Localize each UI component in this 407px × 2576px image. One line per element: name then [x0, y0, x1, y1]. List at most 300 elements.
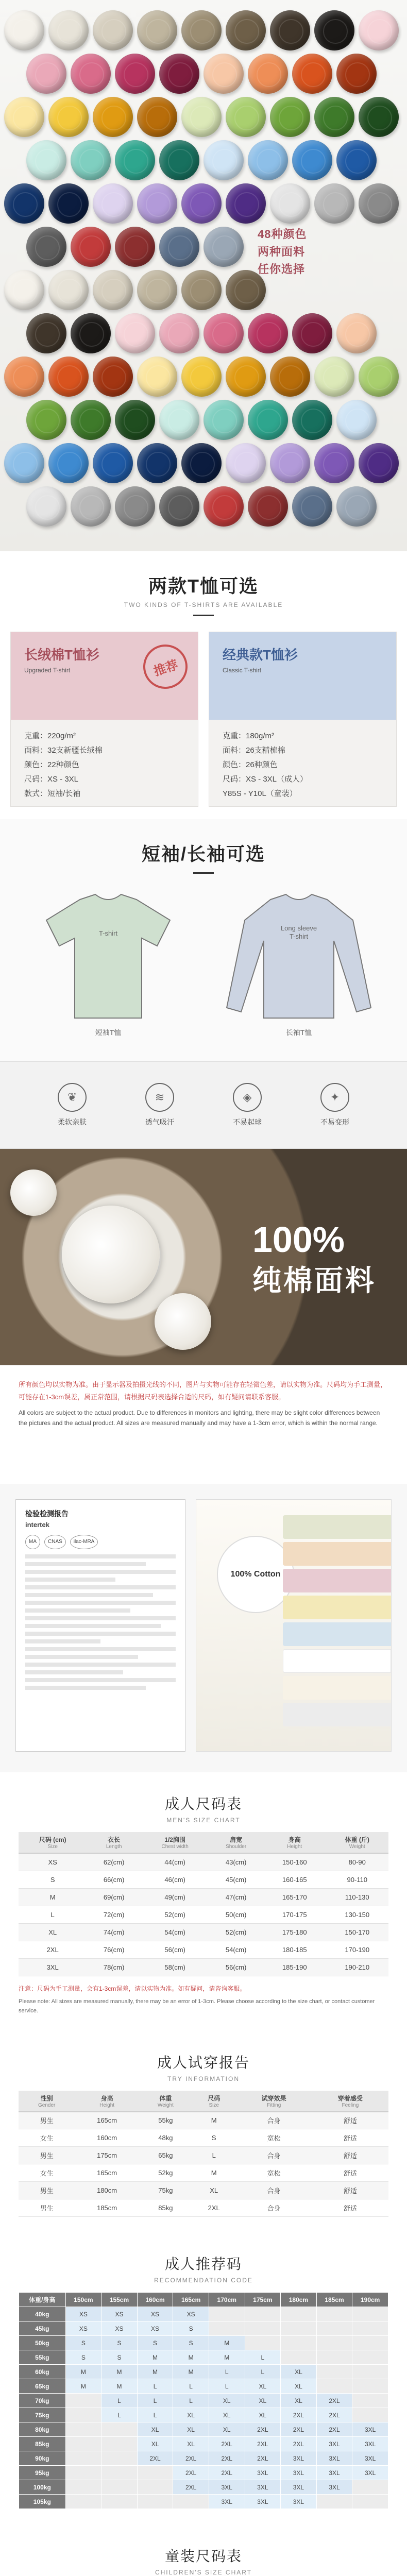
table-cell: 40kg	[19, 2307, 66, 2321]
color-swatch	[71, 54, 111, 94]
color-swatch	[359, 10, 399, 50]
section-title: 成人推荐码	[164, 2256, 242, 2272]
table-cell: L	[101, 2394, 138, 2408]
color-swatch	[248, 140, 288, 180]
section-title: 短袖/长袖可选	[141, 843, 265, 865]
table-cell	[352, 2321, 388, 2336]
table-cell: 54(cm)	[141, 1923, 209, 1941]
color-swatch	[270, 97, 310, 137]
color-swatch-hero	[0, 0, 407, 551]
table-cell: M	[192, 2112, 236, 2129]
color-swatch	[71, 400, 111, 440]
spec-item: 尺码：XS - 3XL（成人）	[223, 775, 308, 784]
table-row	[19, 2365, 388, 2379]
color-swatch	[226, 183, 266, 224]
color-swatch	[359, 183, 399, 224]
table-cell: 49(cm)	[141, 1888, 209, 1906]
table-cell: 76(cm)	[87, 1941, 141, 1958]
table-cell: 62(cm)	[87, 1853, 141, 1871]
short-sleeve-option[interactable]	[23, 889, 193, 1038]
report-brand: intertek	[25, 1521, 49, 1529]
table-cell: 165-170	[263, 1888, 326, 1906]
table-cell: XS	[65, 2321, 101, 2336]
table-cell	[281, 2307, 317, 2321]
color-swatch	[159, 400, 199, 440]
style-name-en: Upgraded T-shirt	[24, 667, 71, 674]
table-row	[19, 2182, 388, 2199]
column-header: 试穿效果 Fitting	[236, 2091, 312, 2112]
color-swatch	[292, 313, 332, 353]
table-cell: 54(cm)	[209, 1941, 263, 1958]
style-specs	[11, 720, 198, 810]
table-cell: L	[245, 2365, 281, 2379]
table-cell	[137, 2466, 173, 2480]
color-swatch	[159, 227, 199, 267]
shirt-label-1: Long sleeve	[280, 924, 317, 932]
table-cell: 合身	[236, 2182, 312, 2199]
color-swatch	[226, 10, 266, 50]
spec-item: 颜色：22种颜色	[24, 760, 79, 769]
table-row	[19, 1906, 388, 1923]
table-cell: 2XL	[281, 2422, 317, 2437]
table-cell: 3XL	[352, 2466, 388, 2480]
long-sleeve-option[interactable]	[214, 889, 384, 1038]
table-row	[19, 2422, 388, 2437]
color-swatch	[71, 486, 111, 527]
column-header: 穿着感受 Feeling	[312, 2091, 388, 2112]
table-cell: 2XL	[281, 2408, 317, 2422]
color-swatch	[181, 97, 222, 137]
table-cell: 80-90	[326, 1853, 388, 1871]
kids-size-chart	[0, 2524, 407, 2576]
color-swatch	[314, 443, 354, 483]
color-swatch	[292, 486, 332, 527]
table-row	[19, 2129, 388, 2147]
color-swatch	[159, 313, 199, 353]
cotton-boll-image	[62, 1206, 160, 1303]
table-cell: M	[173, 2365, 209, 2379]
table-cell: M	[65, 2365, 101, 2379]
table-cell: XS	[173, 2307, 209, 2321]
color-swatch	[93, 183, 133, 224]
table-cell	[65, 2394, 101, 2408]
table-cell: 3XL	[316, 2466, 352, 2480]
table-cell: 3XL	[316, 2480, 352, 2495]
color-swatch	[248, 486, 288, 527]
table-cell: 2XL	[192, 2199, 236, 2217]
table-cell	[65, 2408, 101, 2422]
cotton-boll-image	[155, 1293, 211, 1350]
table-cell: 宽松	[236, 2164, 312, 2182]
table-cell: 110-130	[326, 1888, 388, 1906]
cotton-percent: 100%	[252, 1219, 345, 1260]
table-row	[19, 2307, 388, 2321]
table-cell: S	[65, 2350, 101, 2365]
table-cell	[352, 2350, 388, 2365]
table-cell: 48kg	[139, 2129, 192, 2147]
table-cell	[209, 2307, 245, 2321]
table-cell: 3XL	[19, 1958, 87, 1976]
size-note-en: Please note: All sizes are measured manually, there may be an error of 1-3cm. Please choose according to the size chart, or contact customer service.	[19, 1998, 375, 2014]
table-cell: 3XL	[281, 2466, 317, 2480]
table-cell: 69(cm)	[87, 1888, 141, 1906]
table-cell: 175cm	[75, 2147, 139, 2164]
table-cell: 100kg	[19, 2480, 66, 2495]
column-header: 身高 Height	[263, 1832, 326, 1853]
table-cell: 180-185	[263, 1941, 326, 1958]
color-swatch	[292, 140, 332, 180]
color-swatch	[26, 486, 66, 527]
table-cell: XS	[65, 2307, 101, 2321]
column-header: 160cm	[137, 2293, 173, 2307]
column-header: 165cm	[173, 2293, 209, 2307]
column-header: 155cm	[101, 2293, 138, 2307]
table-cell: 3XL	[245, 2480, 281, 2495]
table-cell	[316, 2336, 352, 2350]
spec-item: 面料：26支精梳棉	[223, 746, 285, 755]
table-cell: 165cm	[75, 2112, 139, 2129]
table-cell: 3XL	[281, 2480, 317, 2495]
color-swatch	[4, 270, 44, 310]
table-cell: XL	[281, 2365, 317, 2379]
table-cell: 72(cm)	[87, 1906, 141, 1923]
table-cell: 58(cm)	[141, 1958, 209, 1976]
column-header: 150cm	[65, 2293, 101, 2307]
table-row	[19, 2466, 388, 2480]
color-swatch	[336, 140, 377, 180]
color-swatch	[115, 140, 155, 180]
column-header: 180cm	[281, 2293, 317, 2307]
table-cell: 舒适	[312, 2147, 388, 2164]
color-swatch	[137, 357, 177, 397]
table-cell: 2XL	[245, 2437, 281, 2451]
color-swatch	[336, 400, 377, 440]
table-row	[19, 1941, 388, 1958]
table-cell: M	[101, 2379, 138, 2394]
color-notice	[0, 1365, 407, 1484]
feature-icons	[0, 1061, 407, 1149]
table-cell: 3XL	[245, 2466, 281, 2480]
color-swatch	[226, 443, 266, 483]
table-cell: S	[173, 2321, 209, 2336]
column-header: 190cm	[352, 2293, 388, 2307]
column-header: 性别 Gender	[19, 2091, 75, 2112]
spec-item: 克重：180g/m²	[223, 732, 275, 740]
table-cell: L	[209, 2365, 245, 2379]
table-cell: 70kg	[19, 2394, 66, 2408]
table-cell: 90kg	[19, 2451, 66, 2466]
table-cell: 男生	[19, 2147, 75, 2164]
shirt-caption: 长袖T恤	[285, 1028, 312, 1037]
color-swatch	[204, 486, 244, 527]
shield-icon: ◈	[233, 1083, 262, 1112]
notice-en: All colors are subject to the actual product. Due to differences in monitors and lighting, there may be slight color differences between the pictures and the actual product. All sizes are measured manually and may have a 1-3cm error, which is within the normal range.	[19, 1409, 380, 1427]
long-sleeve-shirt-icon	[216, 889, 381, 1023]
test-report-document	[15, 1499, 185, 1752]
table-cell: 2XL	[316, 2408, 352, 2422]
color-swatch	[204, 313, 244, 353]
table-cell: M	[137, 2365, 173, 2379]
try-table	[19, 2091, 388, 2217]
table-cell: XL	[173, 2437, 209, 2451]
table-cell: 46(cm)	[141, 1871, 209, 1888]
column-header: 肩宽 Shoulder	[209, 1832, 263, 1853]
table-cell: 75kg	[139, 2182, 192, 2199]
table-cell: 170-175	[263, 1906, 326, 1923]
table-cell: XL	[192, 2182, 236, 2199]
color-swatch	[26, 227, 66, 267]
color-swatch	[336, 313, 377, 353]
feature-breathable: ≋ 透气吸汗	[131, 1083, 188, 1127]
cotton-boll-image	[10, 1170, 57, 1216]
table-cell: 2XL	[209, 2466, 245, 2480]
column-header: 体重/身高	[19, 2293, 66, 2307]
color-swatch	[115, 313, 155, 353]
color-swatch	[204, 140, 244, 180]
section-title: 童装尺码表	[164, 2548, 242, 2564]
table-cell: 150-170	[326, 1923, 388, 1941]
recommend-chart	[0, 2232, 407, 2524]
table-cell	[137, 2480, 173, 2495]
color-swatch	[93, 443, 133, 483]
color-swatch	[270, 183, 310, 224]
color-swatch	[159, 486, 199, 527]
table-row	[19, 2199, 388, 2217]
table-cell: L	[209, 2379, 245, 2394]
color-swatch	[314, 97, 354, 137]
table-cell: XL	[137, 2437, 173, 2451]
color-swatch	[115, 486, 155, 527]
table-cell: XL	[245, 2394, 281, 2408]
table-cell: M	[137, 2350, 173, 2365]
table-cell: 宽松	[236, 2129, 312, 2147]
color-swatch	[314, 183, 354, 224]
table-cell: 60kg	[19, 2365, 66, 2379]
color-swatch	[48, 443, 89, 483]
style-card-upgraded[interactable]	[10, 632, 198, 807]
color-swatch	[71, 140, 111, 180]
hero-line: 48种颜色	[258, 228, 307, 241]
table-cell: 130-150	[326, 1906, 388, 1923]
table-cell: M	[192, 2164, 236, 2182]
table-cell: 3XL	[209, 2480, 245, 2495]
table-cell: S	[101, 2336, 138, 2350]
cert-logo: MA	[25, 1535, 40, 1549]
table-cell: 160cm	[75, 2129, 139, 2147]
table-row	[19, 2379, 388, 2394]
table-cell: 74(cm)	[87, 1923, 141, 1941]
table-cell: 44(cm)	[141, 1853, 209, 1871]
table-cell	[101, 2451, 138, 2466]
table-cell: S	[173, 2336, 209, 2350]
table-cell	[281, 2336, 317, 2350]
spec-item: 款式：短袖/长袖	[24, 789, 81, 798]
table-cell	[316, 2307, 352, 2321]
table-cell	[316, 2379, 352, 2394]
section-title: 成人试穿报告	[157, 2054, 250, 2071]
table-cell: 185cm	[75, 2199, 139, 2217]
table-cell: 150-160	[263, 1853, 326, 1871]
table-cell: 2XL	[245, 2422, 281, 2437]
color-swatch	[314, 357, 354, 397]
color-swatch	[26, 54, 66, 94]
color-swatch	[137, 10, 177, 50]
table-cell	[101, 2466, 138, 2480]
color-swatch	[4, 357, 44, 397]
color-swatch	[93, 97, 133, 137]
table-cell: 3XL	[316, 2437, 352, 2451]
table-cell: 舒适	[312, 2164, 388, 2182]
table-cell	[352, 2495, 388, 2509]
hero-line: 任你选择	[258, 263, 306, 276]
color-swatch	[226, 357, 266, 397]
color-swatch	[4, 97, 44, 137]
cotton-title: 纯棉面料	[252, 1264, 376, 1297]
color-swatch	[292, 54, 332, 94]
table-cell: L	[137, 2408, 173, 2422]
table-cell: 2XL	[316, 2422, 352, 2437]
table-cell: XL	[173, 2422, 209, 2437]
table-cell: 舒适	[312, 2182, 388, 2199]
color-swatch	[48, 10, 89, 50]
table-cell: 2XL	[245, 2451, 281, 2466]
table-cell: 3XL	[352, 2451, 388, 2466]
table-cell: 160-165	[263, 1871, 326, 1888]
table-cell: S	[65, 2336, 101, 2350]
table-cell	[352, 2480, 388, 2495]
color-swatch	[159, 54, 199, 94]
shirt-icon: ✦	[320, 1083, 349, 1112]
color-swatch	[226, 97, 266, 137]
wind-icon: ≋	[145, 1083, 174, 1112]
table-cell: 170-190	[326, 1941, 388, 1958]
cotton-badge: 100% Cotton	[217, 1536, 294, 1613]
color-swatch	[226, 270, 266, 310]
hero-line: 两种面料	[258, 245, 306, 258]
table-row	[19, 2336, 388, 2350]
table-cell: 90-110	[326, 1871, 388, 1888]
table-cell: 合身	[236, 2147, 312, 2164]
table-row	[19, 1888, 388, 1906]
adult-try-report	[0, 2031, 407, 2233]
section-subtitle: CHILDREN'S SIZE CHART	[155, 2569, 252, 2576]
table-cell: 合身	[236, 2199, 312, 2217]
column-header: 175cm	[245, 2293, 281, 2307]
color-swatch	[48, 357, 89, 397]
table-cell: 3XL	[281, 2451, 317, 2466]
table-cell	[245, 2307, 281, 2321]
table-cell: 3XL	[245, 2495, 281, 2509]
table-cell: 47(cm)	[209, 1888, 263, 1906]
table-cell: 女生	[19, 2164, 75, 2182]
table-cell	[65, 2422, 101, 2437]
table-cell: XL	[137, 2422, 173, 2437]
table-cell: 2XL	[209, 2451, 245, 2466]
color-swatch	[137, 443, 177, 483]
color-swatch	[292, 400, 332, 440]
table-row	[19, 2394, 388, 2408]
color-swatch	[159, 140, 199, 180]
table-cell	[352, 2379, 388, 2394]
table-cell	[101, 2422, 138, 2437]
table-cell: 3XL	[316, 2451, 352, 2466]
table-cell: M	[209, 2336, 245, 2350]
table-cell: S	[192, 2129, 236, 2147]
color-swatch	[181, 10, 222, 50]
table-cell: 56(cm)	[141, 1941, 209, 1958]
table-cell	[245, 2336, 281, 2350]
table-cell: 78(cm)	[87, 1958, 141, 1976]
table-cell: 43(cm)	[209, 1853, 263, 1871]
style-specs	[209, 720, 396, 810]
short-sleeve-shirt-icon	[31, 889, 185, 1023]
table-cell: XS	[101, 2321, 138, 2336]
table-cell: 190-210	[326, 1958, 388, 1976]
color-swatch	[336, 54, 377, 94]
table-cell: 95kg	[19, 2466, 66, 2480]
table-cell: L	[137, 2379, 173, 2394]
table-cell: XL	[209, 2394, 245, 2408]
table-cell: XS	[137, 2307, 173, 2321]
section-subtitle: TWO KINDS OF T-SHIRTS ARE AVAILABLE	[124, 601, 283, 608]
table-row	[19, 2112, 388, 2129]
table-cell: 105kg	[19, 2495, 66, 2509]
table-cell: L	[137, 2394, 173, 2408]
table-cell: 2XL	[19, 1941, 87, 1958]
color-swatch	[115, 400, 155, 440]
table-cell: 2XL	[137, 2451, 173, 2466]
shirt-caption: 短袖T恤	[95, 1028, 122, 1037]
color-swatch	[359, 97, 399, 137]
column-header: 尺码 (cm) Size	[19, 1832, 87, 1853]
table-cell: M	[19, 1888, 87, 1906]
color-swatch	[93, 10, 133, 50]
table-cell	[316, 2365, 352, 2379]
color-swatch	[248, 400, 288, 440]
style-name: 长绒棉T恤衫	[24, 647, 99, 663]
table-cell: XL	[209, 2408, 245, 2422]
table-cell: M	[101, 2365, 138, 2379]
cert-logo: CNAS	[44, 1535, 66, 1549]
table-cell	[352, 2408, 388, 2422]
table-cell: 3XL	[352, 2437, 388, 2451]
table-cell: 180cm	[75, 2182, 139, 2199]
table-cell	[101, 2437, 138, 2451]
color-swatch	[248, 54, 288, 94]
table-cell: S	[19, 1871, 87, 1888]
table-cell: 56(cm)	[209, 1958, 263, 1976]
spec-item: 颜色：26种颜色	[223, 760, 278, 769]
table-row	[19, 2480, 388, 2495]
spec-item: 克重：220g/m²	[24, 732, 76, 740]
table-cell: L	[173, 2379, 209, 2394]
table-cell	[101, 2495, 138, 2509]
table-cell: 65kg	[139, 2147, 192, 2164]
table-row	[19, 2147, 388, 2164]
table-cell	[316, 2350, 352, 2365]
table-cell: L	[19, 1906, 87, 1923]
feature-anti-pilling: ◈ 不易起球	[219, 1083, 276, 1127]
table-cell	[101, 2480, 138, 2495]
style-card-classic[interactable]	[209, 632, 397, 807]
table-cell: 75kg	[19, 2408, 66, 2422]
table-cell: 男生	[19, 2199, 75, 2217]
feature-shape: ✦ 不易变形	[307, 1083, 363, 1127]
color-swatch	[181, 270, 222, 310]
table-cell	[352, 2307, 388, 2321]
table-row	[19, 1958, 388, 1976]
color-swatch	[48, 183, 89, 224]
